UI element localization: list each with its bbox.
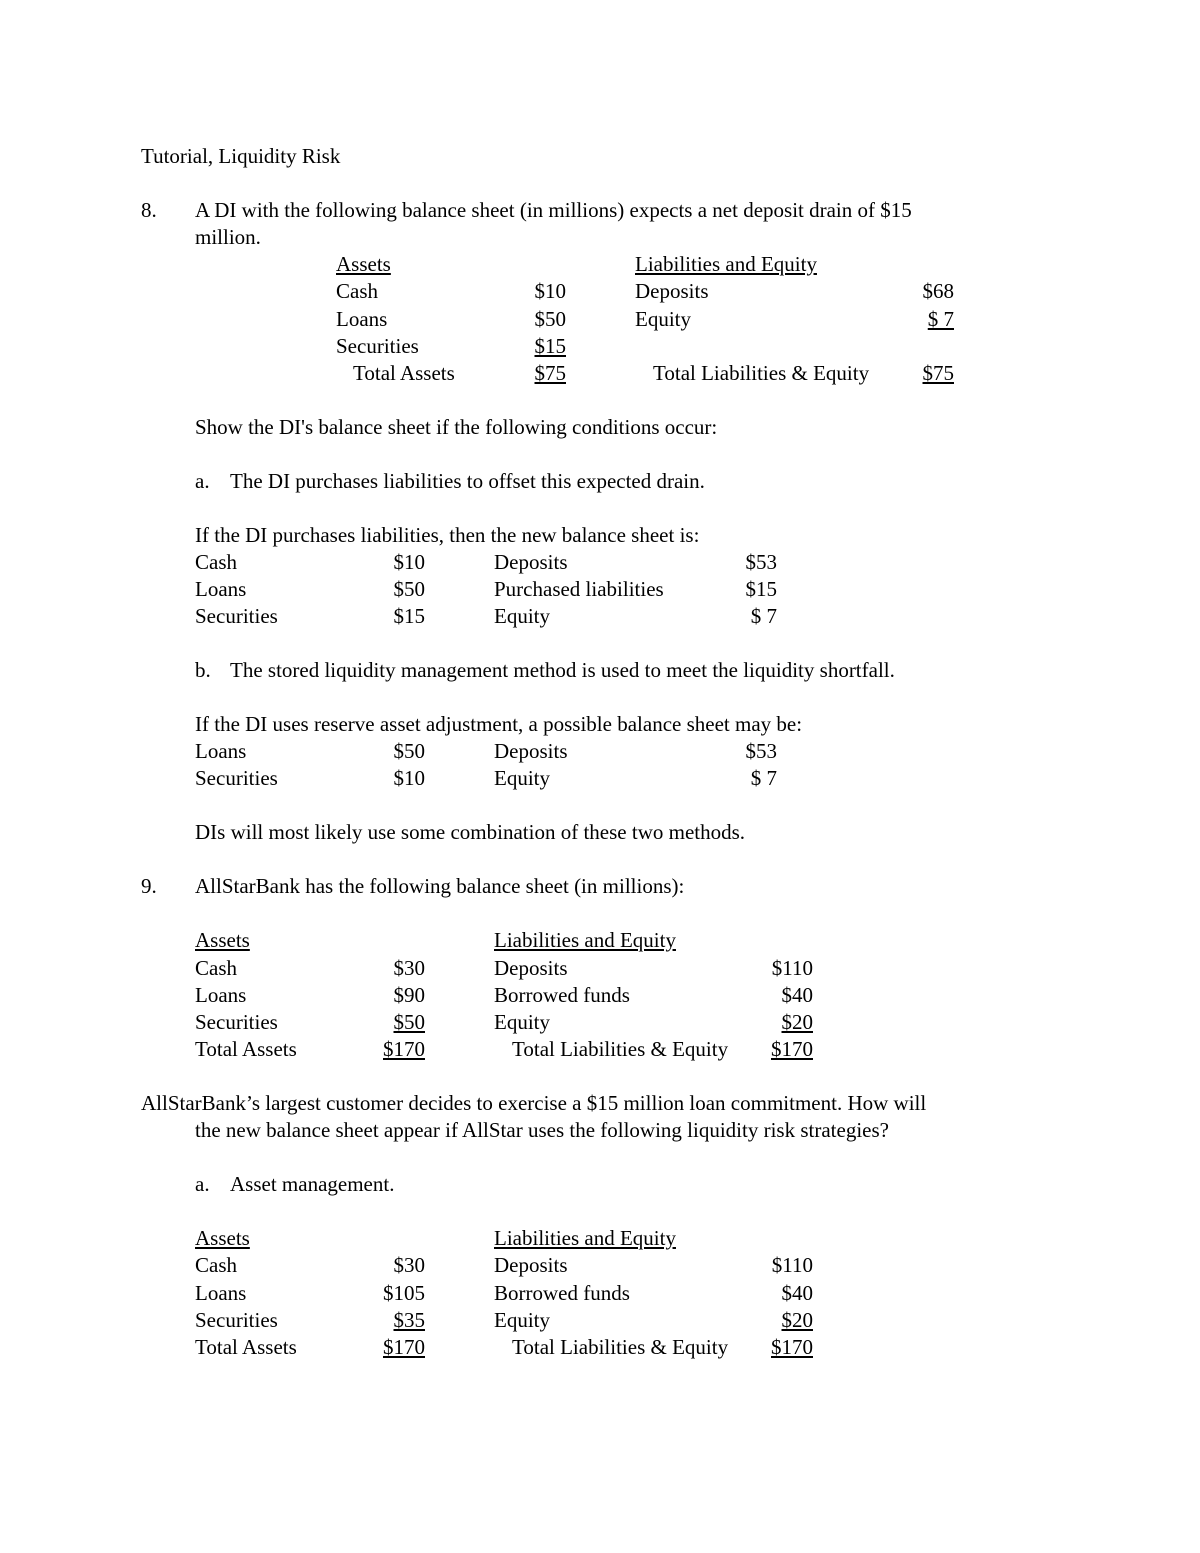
q8-b-row-label: Loans <box>195 739 247 763</box>
q9-t1-row-value: $50 <box>393 1010 425 1034</box>
q8-a-row-label2: Purchased liabilities <box>494 577 664 601</box>
q9-t1-liab-header: Liabilities and Equity <box>494 928 676 952</box>
q8-b-row-value: $10 <box>393 766 425 790</box>
q9-a-text: Asset management. <box>230 1172 395 1196</box>
q8-number: 8. <box>141 198 157 222</box>
q9-t2-total-liab-value: $170 <box>771 1335 813 1359</box>
q8-a-row-value2: $15 <box>745 577 777 601</box>
q8-a-answer-intro: If the DI purchases liabilities, then the new balance sheet is: <box>195 523 700 547</box>
q8-b-row-label: Securities <box>195 766 278 790</box>
q8-a-text: The DI purchases liabilities to offset this expected drain. <box>230 469 705 493</box>
q8-asset-value-wrap <box>500 333 566 360</box>
q8-liab-value: $ 7 <box>927 307 954 331</box>
q8-asset-value: $15 <box>534 334 566 358</box>
q9-t2-row-value: $35 <box>393 1308 425 1332</box>
q9-t1-row-label: Securities <box>195 1010 278 1034</box>
q9-t1-total-liab-wrap <box>740 1036 813 1063</box>
q8-a-row-label2: Equity <box>494 604 550 628</box>
q9-text: AllStarBank has the following balance sheet (in millions): <box>195 874 685 898</box>
q8-total-liab-value: $75 <box>922 361 954 385</box>
q9-t2-total-assets-wrap <box>360 1334 425 1361</box>
q9-t1-row-value-wrap <box>360 1009 425 1036</box>
q9-t1-row-value2: $40 <box>781 983 813 1007</box>
q9-t2-row-label2: Equity <box>494 1308 550 1332</box>
q8-liab-label: Deposits <box>635 279 709 303</box>
q9-t1-assets-header: Assets <box>195 928 250 952</box>
q9-t1-row-value2-wrap <box>740 1009 813 1036</box>
q8-asset-value: $50 <box>534 307 566 331</box>
q9-t1-row-label: Loans <box>195 983 247 1007</box>
q9-t1-row-label2: Borrowed funds <box>494 983 630 1007</box>
q9-t2-row-label2: Deposits <box>494 1253 568 1277</box>
q9-t2-row-label2: Borrowed funds <box>494 1281 630 1305</box>
q9-t1-row-label: Cash <box>195 956 237 980</box>
q8-b-row-label2: Deposits <box>494 739 568 763</box>
q8-liab-header: Liabilities and Equity <box>635 252 817 276</box>
q8-b-row-value: $50 <box>393 739 425 763</box>
q9-a-label: a. <box>195 1172 210 1196</box>
q9-t1-row-label2: Deposits <box>494 956 568 980</box>
q9-t1-row-value2: $110 <box>771 956 813 980</box>
q8-asset-label: Securities <box>336 334 419 358</box>
q9-t1-total-assets-wrap <box>360 1036 425 1063</box>
q8-asset-label: Cash <box>336 279 378 303</box>
q8-assets-header: Assets <box>336 252 391 276</box>
q8-b-row-value2: $53 <box>745 739 777 763</box>
q9-t1-total-assets-label: Total Assets <box>195 1037 297 1061</box>
q8-a-row-value: $50 <box>393 577 425 601</box>
q9-t2-row-value2: $40 <box>781 1281 813 1305</box>
q8-b-row-label2: Equity <box>494 766 550 790</box>
q9-t1-row-value: $90 <box>393 983 425 1007</box>
q8-asset-value: $10 <box>534 279 566 303</box>
q8-liab-value: $68 <box>922 279 954 303</box>
q9-para-line2: the new balance sheet appear if AllStar uses the following liquidity risk strategies? <box>195 1118 889 1142</box>
q9-t2-row-label: Loans <box>195 1281 247 1305</box>
q9-para-line1: AllStarBank’s largest customer decides to exercise a $15 million loan commitment. How will <box>141 1091 927 1115</box>
q9-t1-row-label2: Equity <box>494 1010 550 1034</box>
q9-t1-total-assets-value: $170 <box>383 1037 425 1061</box>
q9-t2-row-label: Cash <box>195 1253 237 1277</box>
q9-t2-row-value2: $110 <box>771 1253 813 1277</box>
q8-liab-value-wrap <box>890 306 954 333</box>
q9-t1-row-value2: $20 <box>781 1010 813 1034</box>
q9-t2-total-assets-label: Total Assets <box>195 1335 297 1359</box>
q8-a-label: a. <box>195 469 210 493</box>
q8-b-row-value2: $ 7 <box>750 766 777 790</box>
q9-t2-row-value: $30 <box>393 1253 425 1277</box>
q8-a-row-label2: Deposits <box>494 550 568 574</box>
q9-t2-total-liab-label: Total Liabilities & Equity <box>512 1335 729 1359</box>
q9-t1-total-liab-value: $170 <box>771 1037 813 1061</box>
q8-text-line2: million. <box>195 225 261 249</box>
q9-t1-row-value: $30 <box>393 956 425 980</box>
q8-show-text: Show the DI's balance sheet if the following conditions occur: <box>195 415 718 439</box>
q8-total-liab-wrap <box>890 360 954 387</box>
q8-text-line1: A DI with the following balance sheet (in millions) expects a net deposit drain of $15 <box>195 198 912 222</box>
q9-t1-total-liab-label: Total Liabilities & Equity <box>512 1037 729 1061</box>
q8-a-row-value2: $ 7 <box>750 604 777 628</box>
q8-a-row-label: Cash <box>195 550 237 574</box>
q9-t2-total-assets-value: $170 <box>383 1335 425 1359</box>
q8-b-answer-intro: If the DI uses reserve asset adjustment, a possible balance sheet may be: <box>195 712 803 736</box>
q8-b-text: The stored liquidity management method is used to meet the liquidity shortfall. <box>230 658 895 682</box>
q8-a-row-value2: $53 <box>745 550 777 574</box>
q8-conclusion: DIs will most likely use some combination of these two methods. <box>195 820 746 844</box>
q8-a-row-label: Loans <box>195 577 247 601</box>
q8-total-assets-label: Total Assets <box>353 361 455 385</box>
q8-a-row-value: $10 <box>393 550 425 574</box>
q8-a-row-label: Securities <box>195 604 278 628</box>
q8-total-liab-label: Total Liabilities & Equity <box>653 361 870 385</box>
q9-t2-total-liab-wrap <box>740 1334 813 1361</box>
q9-t2-row-label: Securities <box>195 1308 278 1332</box>
q8-asset-label: Loans <box>336 307 388 331</box>
q9-t2-assets-header: Assets <box>195 1226 250 1250</box>
q8-b-label: b. <box>195 658 211 682</box>
q9-t2-row-value-wrap <box>360 1307 425 1334</box>
document-title: Tutorial, Liquidity Risk <box>141 144 341 168</box>
q8-total-assets-wrap <box>500 360 566 387</box>
q9-t2-liab-header: Liabilities and Equity <box>494 1226 676 1250</box>
q9-t2-row-value: $105 <box>383 1281 425 1305</box>
q8-a-row-value: $15 <box>393 604 425 628</box>
q9-number: 9. <box>141 874 157 898</box>
q8-liab-label: Equity <box>635 307 691 331</box>
q9-t2-row-value2: $20 <box>781 1308 813 1332</box>
q9-t2-row-value2-wrap <box>740 1307 813 1334</box>
q8-total-assets-value: $75 <box>534 361 566 385</box>
